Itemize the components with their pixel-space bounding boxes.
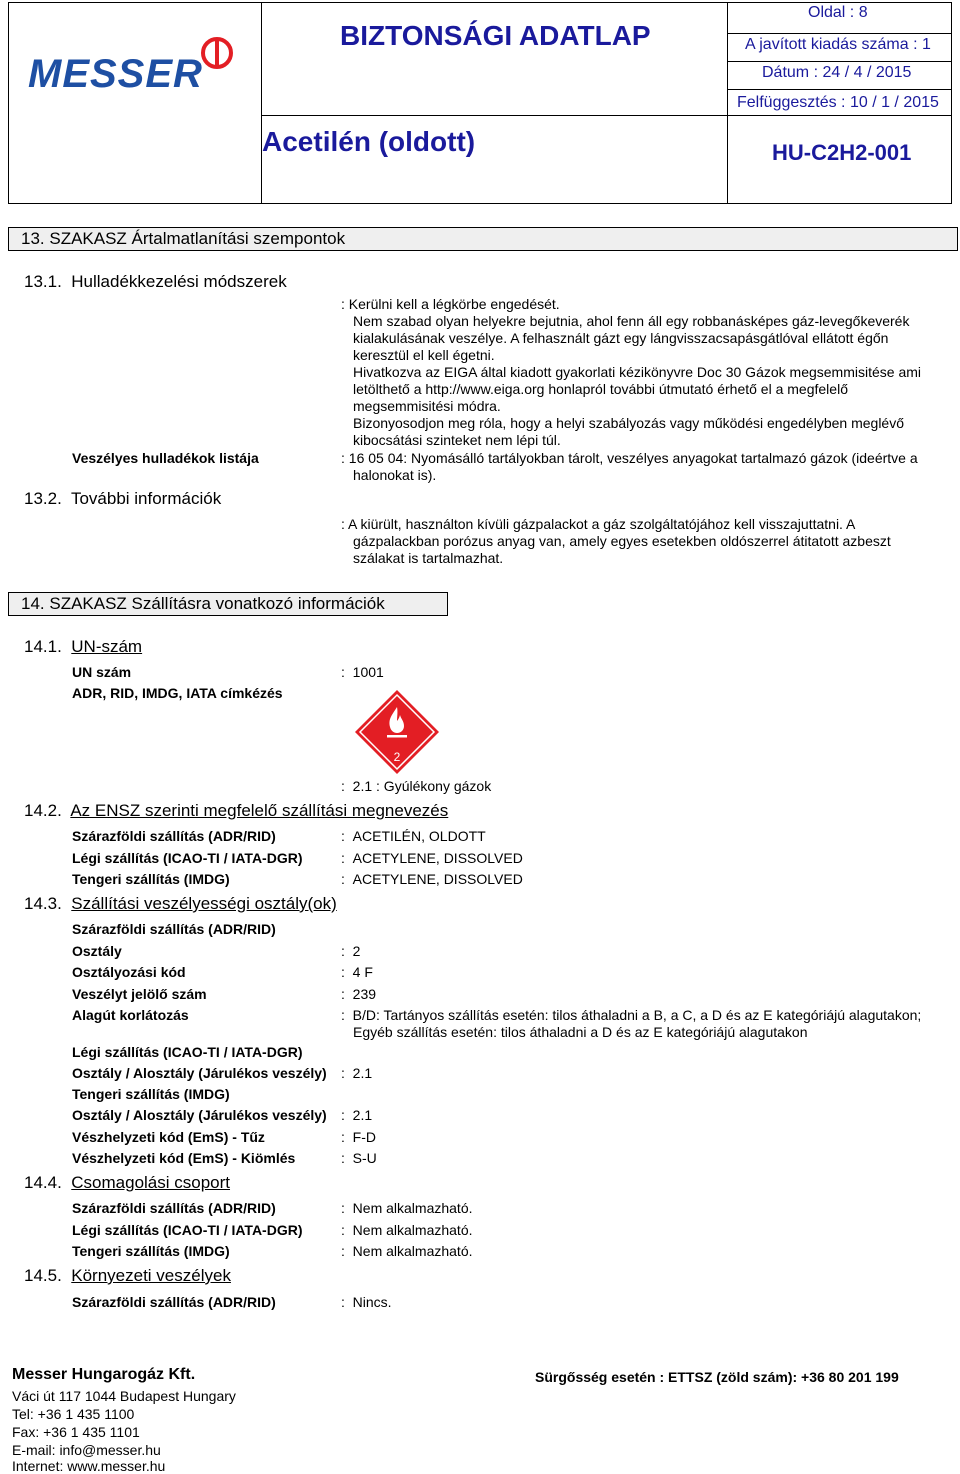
un-number-label: UN szám: [72, 664, 132, 680]
env-value: : Nincs.: [341, 1294, 392, 1310]
value-text: 2.1: [352, 1065, 373, 1081]
subsection-title: UN-szám: [71, 637, 143, 656]
further-info-text: [341, 516, 951, 567]
value-text: Nem alkalmazható.: [352, 1200, 473, 1216]
page-number: Oldal : 8: [808, 4, 868, 21]
text-line: kialakulásának veszélye. A felhasznált gázt egy lángvisszacsapásgátlóval ellátott égőn: [353, 330, 889, 346]
hazardous-waste-label: Veszélyes hulladékok listája: [72, 450, 259, 466]
product-name: Acetilén (oldott): [262, 126, 476, 157]
subsection-title: Az ENSZ szerinti megfelelő szállítási megnevezés: [70, 801, 449, 820]
subsection-13-2: [24, 489, 221, 509]
class-value: : 2: [341, 943, 361, 959]
subsection-title: Szállítási veszélyességi osztály(ok): [71, 894, 337, 913]
footer-address: Váci út 117 1044 Budapest Hungary: [12, 1388, 236, 1404]
revision-number: A javított kiadás száma : 1: [745, 36, 931, 53]
air-pack-label: Légi szállítás (ICAO-TI / IATA-DGR): [72, 1222, 303, 1238]
header-divider: [261, 115, 951, 116]
subsection-title: Csomagolási csoport: [71, 1173, 231, 1192]
road-name-value: : ACETILÉN, OLDOTT: [341, 828, 486, 844]
value-text: ACETYLENE, DISSOLVED: [352, 850, 523, 866]
text-line: B/D: Tartányos szállítás esetén: tilos áthaladni a B, a C, a D és az E kategóriájú alagutakon;: [352, 1007, 922, 1023]
value-text: 2.1: [352, 1107, 373, 1123]
section-13-heading: 13. SZAKASZ Ártalmatlanítási szempontok: [8, 227, 958, 251]
label-caption: : 2.1 : Gyúlékony gázok: [341, 778, 492, 794]
value-text: 2.1 : Gyúlékony gázok: [352, 778, 492, 794]
ems-spill-label: Vészhelyzeti kód (EmS) - Kiömlés: [72, 1150, 296, 1166]
sea-class-label: Osztály / Alosztály (Járulékos veszély): [72, 1107, 327, 1123]
text-line: : Kerülni kell a légkörbe engedését.: [341, 296, 560, 312]
subsection-14-5: [24, 1266, 231, 1286]
hazard-number-value: : 239: [341, 986, 377, 1002]
value-text: 239: [352, 986, 377, 1002]
hazard-number-label: Veszélyt jelölő szám: [72, 986, 207, 1002]
sea-heading: Tengeri szállítás (IMDG): [72, 1086, 230, 1102]
text-line: letölthető a http://www.eiga.org honlapról további útmutató érhető el a megfelelő: [353, 381, 848, 397]
document-title: BIZTONSÁGI ADATLAP: [340, 20, 651, 51]
subsection-14-3: [24, 894, 337, 914]
messer-logo-icon: [200, 36, 234, 70]
header-divider: [727, 61, 951, 62]
sea-class-value: : 2.1: [341, 1107, 373, 1123]
text-line: kibocsátási szinteket nem lépi túl.: [353, 432, 561, 448]
un-number-value: : 1001: [341, 664, 384, 680]
text-line: Egyéb szállítás esetén: tilos áthaladni a D és az E kategóriájú alagutakon: [353, 1024, 808, 1040]
section-14-heading: 14. SZAKASZ Szállításra vonatkozó információk: [8, 592, 448, 616]
ems-spill-value: : S-U: [341, 1150, 377, 1166]
footer-internet: Internet: www.messer.hu: [12, 1458, 166, 1474]
class-code-label: Osztályozási kód: [72, 964, 186, 980]
flammable-gas-label-icon: [354, 689, 440, 775]
footer-company: Messer Hungarogáz Kft.: [12, 1366, 196, 1383]
air-class-label: Osztály / Alosztály (Járulékos veszély): [72, 1065, 327, 1081]
footer-fax: Fax: +36 1 435 1101: [12, 1424, 140, 1440]
sea-pack-label: Tengeri szállítás (IMDG): [72, 1243, 230, 1259]
air-heading: Légi szállítás (ICAO-TI / IATA-DGR): [72, 1044, 303, 1060]
supersedes-date: Felfüggesztés : 10 / 1 / 2015: [737, 94, 939, 111]
class-code-value: : 4 F: [341, 964, 373, 980]
sea-name-label: Tengeri szállítás (IMDG): [72, 871, 230, 887]
text-line: : A kiürült, használton kívüli gázpalackot a gáz szolgáltatójához kell visszajuttatni. A: [341, 516, 856, 532]
tunnel-label: Alagút korlátozás: [72, 1007, 189, 1023]
value-text: 2: [352, 943, 361, 959]
subsection-title: További információk: [70, 489, 222, 508]
env-label: Szárazföldi szállítás (ADR/RID): [72, 1294, 276, 1310]
air-name-label: Légi szállítás (ICAO-TI / IATA-DGR): [72, 850, 303, 866]
air-pack-value: : Nem alkalmazható.: [341, 1222, 473, 1238]
value-text: ACETYLENE, DISSOLVED: [352, 871, 523, 887]
text-line: Nem szabad olyan helyekre bejutnia, ahol fenn áll egy robbanásképes gáz-levegőkeverék: [353, 313, 910, 329]
subsection-number: 14.4.: [24, 1173, 62, 1192]
value-text: Nem alkalmazható.: [352, 1222, 473, 1238]
text-line: szálakat is tartalmazhat.: [353, 550, 504, 566]
ems-fire-value: : F-D: [341, 1129, 376, 1145]
messer-logo-text: MESSER: [28, 52, 203, 96]
sea-name-value: : ACETYLENE, DISSOLVED: [341, 871, 523, 887]
footer-tel: Tel: +36 1 435 1100: [12, 1406, 135, 1422]
header-divider: [727, 33, 951, 34]
labels-label: ADR, RID, IMDG, IATA címkézés: [72, 685, 283, 701]
subsection-number: 14.2.: [24, 801, 62, 820]
header-divider: [727, 89, 951, 90]
air-class-value: : 2.1: [341, 1065, 373, 1081]
subsection-number: 13.1.: [24, 272, 62, 291]
road-heading: Szárazföldi szállítás (ADR/RID): [72, 921, 276, 937]
subsection-13-1: [24, 272, 287, 292]
subsection-number: 13.2.: [24, 489, 62, 508]
text-line: Hivatkozva az EIGA által kiadott gyakorlati kézikönyvre Doc 30 Gázok megsemmisitése ami: [353, 364, 922, 380]
value-text: 4 F: [352, 964, 373, 980]
text-line: keresztül el kell égetni.: [353, 347, 495, 363]
value-text: F-D: [352, 1129, 376, 1145]
subsection-title: Környezeti veszélyek: [71, 1266, 231, 1285]
value-text: Nem alkalmazható.: [352, 1243, 473, 1259]
text-line: gázpalackban porózus anyag van, amely egyes esetekben oldószerrel átitatott azbeszt: [353, 533, 891, 549]
text-line: : 16 05 04: Nyomásálló tartályokban tárolt, veszélyes anyagokat tartalmazó gázok (ideértve a: [341, 450, 918, 466]
road-pack-value: : Nem alkalmazható.: [341, 1200, 473, 1216]
class-label: Osztály: [72, 943, 122, 959]
label-class-number: 2: [393, 750, 401, 764]
value-text: ACETILÉN, OLDOTT: [352, 828, 486, 844]
road-name-label: Szárazföldi szállítás (ADR/RID): [72, 828, 276, 844]
value-text: Nincs.: [352, 1294, 392, 1310]
tunnel-value: : B/D: Tartányos szállítás esetén: tilos áthaladni a B, a C, a D és az E kategóriájú alagutakon; Egyéb szállítás esetén: tilos áthaladni a D és az E kategóriájú alagutakon: [341, 1007, 956, 1041]
text-line: halonokat is).: [353, 467, 437, 483]
subsection-number: 14.3.: [24, 894, 62, 913]
subsection-title: Hulladékkezelési módszerek: [71, 272, 287, 291]
product-code: HU-C2H2-001: [772, 140, 912, 165]
subsection-number: 14.1.: [24, 637, 62, 656]
value-text: S-U: [352, 1150, 377, 1166]
footer-email: E-mail: info@messer.hu: [12, 1442, 161, 1458]
hazardous-waste-text: [341, 450, 951, 484]
subsection-14-1: [24, 637, 142, 657]
subsection-number: 14.5.: [24, 1266, 62, 1285]
revision-date: Dátum : 24 / 4 / 2015: [762, 64, 912, 81]
footer-emergency: Sürgősség esetén : ETTSZ (zöld szám): +36 80 201 199: [535, 1369, 899, 1385]
text-line: megsemmisitési módra.: [353, 398, 501, 414]
subsection-14-4: [24, 1173, 230, 1193]
text-line: Bizonyosodjon meg róla, hogy a helyi szabályozás vagy működési engedélyben meglévő: [353, 415, 904, 431]
value-text: 1001: [352, 664, 384, 680]
header-divider: [261, 3, 262, 203]
air-name-value: : ACETYLENE, DISSOLVED: [341, 850, 523, 866]
waste-methods-text: [341, 296, 951, 449]
road-pack-label: Szárazföldi szállítás (ADR/RID): [72, 1200, 276, 1216]
subsection-14-2: [24, 801, 448, 821]
sea-pack-value: : Nem alkalmazható.: [341, 1243, 473, 1259]
ems-fire-label: Vészhelyzeti kód (EmS) - Tűz: [72, 1129, 265, 1145]
